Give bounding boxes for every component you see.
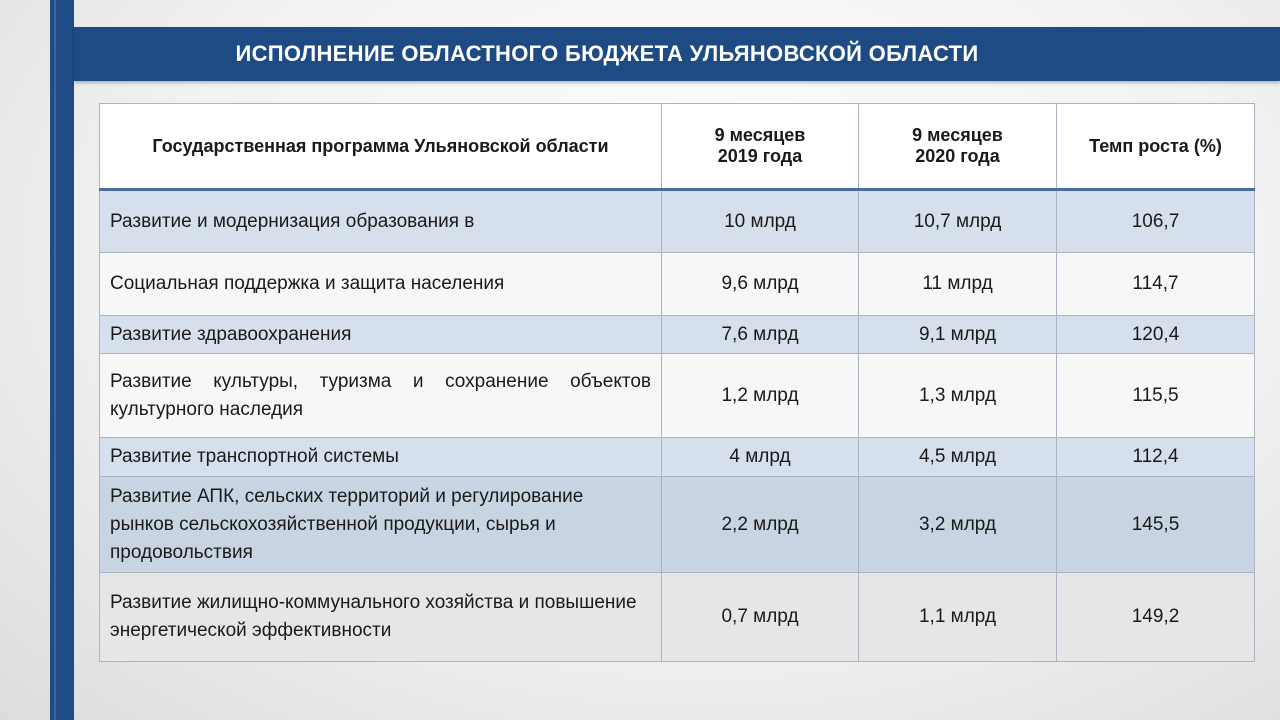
column-header-2020-line1: 9 месяцев — [912, 125, 1003, 145]
value-2020: 11 млрд — [859, 253, 1057, 316]
left-accent-line — [54, 0, 56, 720]
growth-rate: 112,4 — [1057, 438, 1255, 477]
budget-table-container — [99, 103, 1254, 662]
value-2019: 1,2 млрд — [662, 354, 859, 438]
growth-rate: 115,5 — [1057, 354, 1255, 438]
budget-table — [99, 103, 1255, 662]
column-header-growth-rate: Темп роста (%) — [1057, 104, 1255, 190]
growth-rate: 145,5 — [1057, 477, 1255, 573]
program-name: Социальная поддержка и защита населения — [100, 253, 662, 316]
table-row — [100, 477, 1255, 573]
growth-rate: 149,2 — [1057, 573, 1255, 662]
column-header-2020-line2: 2020 года — [915, 146, 1000, 166]
program-name: Развитие транспортной системы — [100, 438, 662, 477]
value-2019: 4 млрд — [662, 438, 859, 477]
value-2020: 3,2 млрд — [859, 477, 1057, 573]
column-header-2019 — [662, 104, 859, 190]
column-header-program: Государственная программа Ульяновской области — [100, 104, 662, 190]
value-2020: 1,1 млрд — [859, 573, 1057, 662]
value-2020: 1,3 млрд — [859, 354, 1057, 438]
table-row — [100, 253, 1255, 316]
table-row — [100, 438, 1255, 477]
growth-rate: 106,7 — [1057, 190, 1255, 253]
value-2019: 2,2 млрд — [662, 477, 859, 573]
value-2019: 7,6 млрд — [662, 316, 859, 354]
table-row — [100, 573, 1255, 662]
program-name: Развитие культуры, туризма и сохранение объектов культурного наследия — [100, 354, 662, 438]
column-header-2020 — [859, 104, 1057, 190]
value-2019: 0,7 млрд — [662, 573, 859, 662]
table-row — [100, 316, 1255, 354]
column-header-2019-line1: 9 месяцев — [714, 125, 806, 145]
value-2019: 10 млрд — [662, 190, 859, 253]
page-title: ИСПОЛНЕНИЕ ОБЛАСТНОГО БЮДЖЕТА УЛЬЯНОВСКОЙ ОБЛАСТИ — [235, 41, 979, 66]
value-2019: 9,6 млрд — [662, 253, 859, 316]
growth-rate: 120,4 — [1057, 316, 1255, 354]
table-row — [100, 354, 1255, 438]
table-row — [100, 190, 1255, 253]
value-2020: 10,7 млрд — [859, 190, 1057, 253]
value-2020: 9,1 млрд — [859, 316, 1057, 354]
growth-rate: 114,7 — [1057, 253, 1255, 316]
program-name: Развитие АПК, сельских территорий и регулирование рынков сельскохозяйственной продукции, сырья и продовольствия — [100, 477, 662, 573]
title-banner — [74, 27, 1280, 81]
program-name: Развитие жилищно-коммунального хозяйства и повышение энергетической эффективности — [100, 573, 662, 662]
column-header-2019-line2: 2019 года — [717, 146, 803, 166]
value-2020: 4,5 млрд — [859, 438, 1057, 477]
program-name: Развитие здравоохранения — [100, 316, 662, 354]
program-name: Развитие и модернизация образования в — [100, 190, 662, 253]
table-header-row — [100, 104, 1255, 190]
